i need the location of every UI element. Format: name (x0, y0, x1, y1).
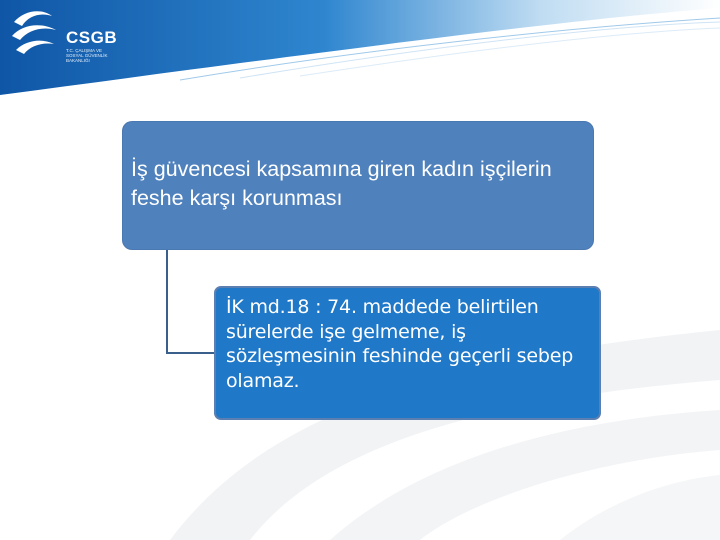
parent-node-label: İş güvencesi kapsamına giren kadın işçilerin feshe karşı korunması (131, 156, 552, 210)
logo-text: CSGB (66, 28, 118, 47)
child-node (214, 286, 601, 420)
child-node-label: İK md.18 : 74. maddede belirtilen sürelerde işe gelmeme, iş sözleşmesinin feshinde geçerli sebep olamaz. (226, 296, 574, 392)
header-banner (0, 0, 720, 100)
connector-horizontal (166, 352, 216, 354)
parent-node (122, 121, 594, 250)
connector-vertical (166, 250, 168, 354)
ministry-logo (8, 8, 128, 68)
logo-subtitle: T.C. ÇALIŞMA VE SOSYAL GÜVENLİK BAKANLIĞI (66, 48, 108, 63)
logo-emblem-icon (8, 8, 60, 58)
